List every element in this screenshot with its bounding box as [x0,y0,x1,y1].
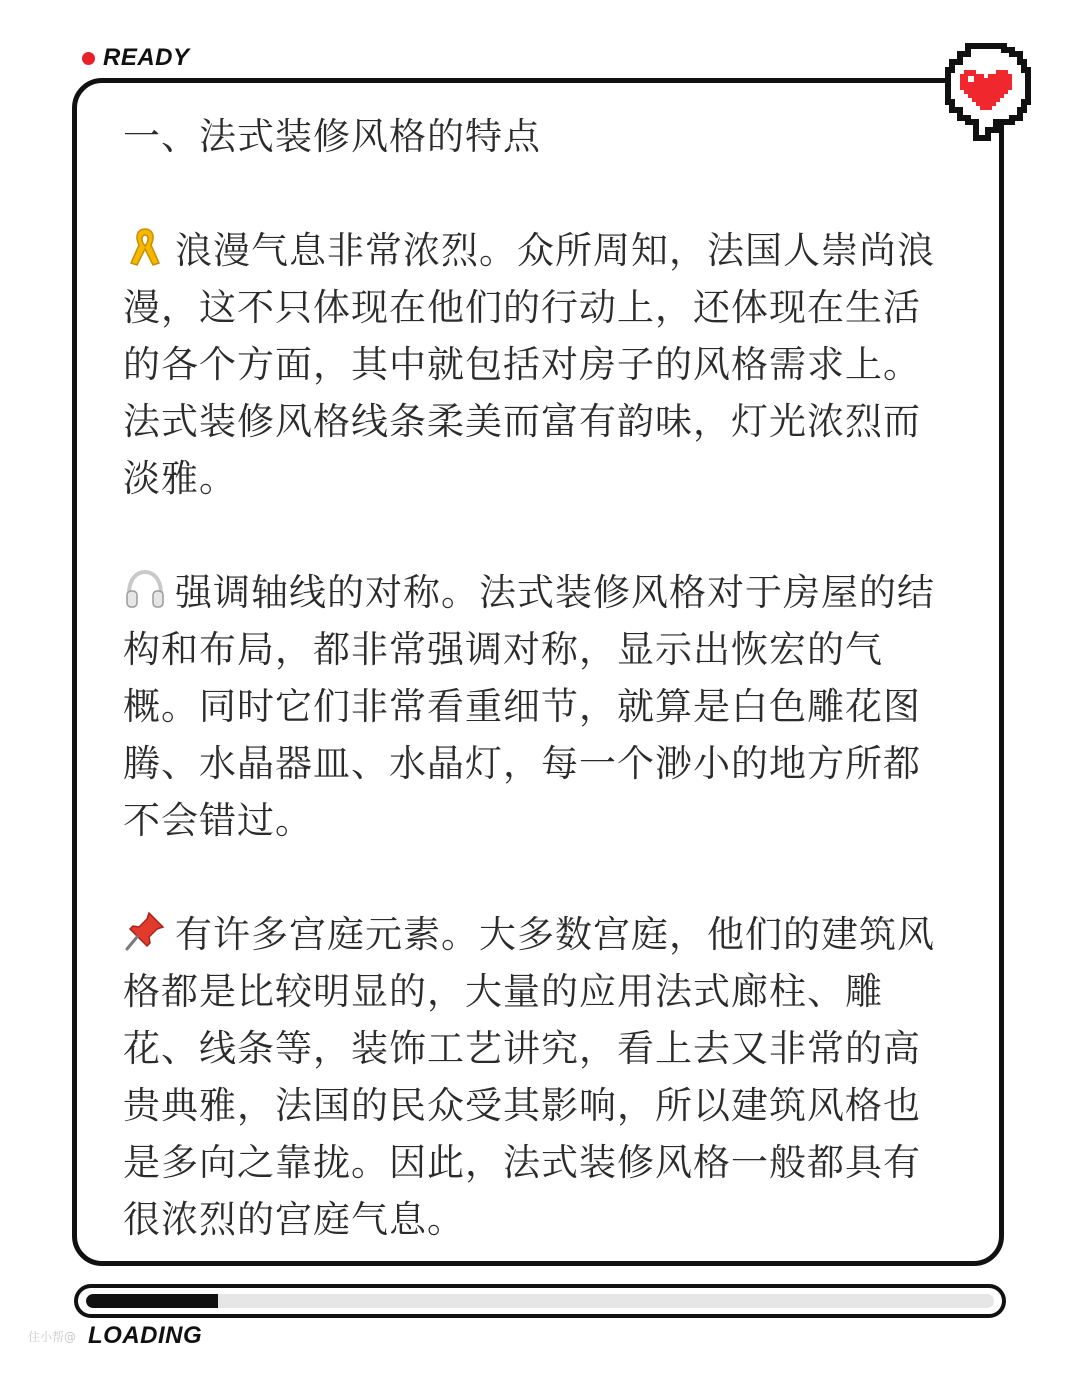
paragraph-text: 有许多宫庭元素。大多数宫庭，他们的建筑风格都是比较明显的，大量的应用法式廊柱、雕花、线条等，装饰工艺讲究，看上去又非常的高贵典雅，法国的民众受其影响，所以建筑风格也是多向之靠拢。因此，法式装修风格一般都具有很浓烈的宫庭气息。 [123,913,935,1241]
headphones-icon [123,567,167,611]
paragraph-romance [123,222,953,507]
loading-label: LOADING [88,1322,203,1349]
progress-fill [86,1294,218,1308]
progress-track [86,1294,994,1308]
yellow-ribbon-icon [123,225,167,269]
ready-status [82,44,190,72]
article-content [123,108,953,1248]
paragraph-palace [123,906,953,1248]
status-dot-icon [82,52,95,65]
loading-progress-bar [74,1284,1006,1318]
paragraph-text: 强调轴线的对称。法式装修风格对于房屋的结构和布局，都非常强调对称，显示出恢宏的气概。同时它们非常看重细节，就算是白色雕花图腾、水晶器皿、水晶灯，每一个渺小的地方所都不会错过。 [123,571,935,842]
pushpin-icon [123,909,167,953]
watermark: 住小帮@ [28,1330,77,1344]
paragraph-symmetry [123,564,953,849]
ready-label: READY [103,44,190,71]
section-heading: 一、法式装修风格的特点 [123,115,541,158]
paragraph-text: 浪漫气息非常浓烈。众所周知，法国人崇尚浪漫，这不只体现在他们的行动上，还体现在生活的各个方面，其中就包括对房子的风格需求上。法式装修风格线条柔美而富有韵味，灯光浓烈而淡雅。 [123,229,935,500]
